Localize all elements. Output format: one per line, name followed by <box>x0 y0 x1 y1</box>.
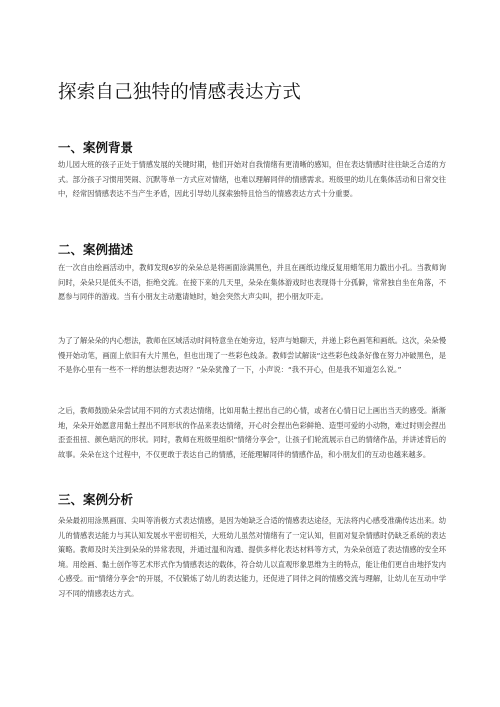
paragraph-description-1: 在一次自由绘画活动中，教师发现6岁的朵朵总是将画面涂满黑色，并且在画纸边缘反复用蜡笔用力戳出小孔。当教师询问时，朵朵只是低头不语，拒绝交流。在接下来的几天里，朵朵在集体游戏时也表现得十分孤僻，常常独自坐在角落，不愿参与同伴的游戏。当有小朋友主动邀请她时，她会突然大声尖叫，把小朋友吓走。 <box>58 263 446 302</box>
section-heading-analysis: 三、案例分析 <box>58 492 134 507</box>
section-heading-background: 一、案例背景 <box>58 140 134 155</box>
paragraph-description-3: 之后，教师鼓励朵朵尝试用不同的方式表达情绪，比如用黏土捏出自己的心情，或者在心情日记上画出当天的感受。渐渐地，朵朵开始愿意用黏土捏出不同形状的作品来表达情绪，开心时会捏出色彩鲜艳、造型可爱的小动物，难过时则会捏出歪歪扭扭、颜色暗沉的形状。同时，教师在班级里组织“情绪分享会”，让孩子们轮流展示自己的情绪作品，并讲述背后的故事。朵朵在这个过程中，不仅更敢于表达自己的情感，还能理解同伴的情感作品，和小朋友们的互动也越来越多。 <box>58 406 446 459</box>
document-title: 探索自己独特的情感表达方式 <box>58 82 302 103</box>
section-heading-description: 二、案例描述 <box>58 242 134 257</box>
paragraph-background: 幼儿园大班的孩子正处于情感发展的关键时期，他们开始对自我情绪有更清晰的感知，但在表达情感时往往缺乏合适的方式。部分孩子习惯用哭闹、沉默等单一方式应对情绪，也难以理解同伴的情感需求。班级里的幼儿在集体活动和日常交往中，经常因情感表达不当产生矛盾，因此引导幼儿探索独特且恰当的情感表达方式十分重要。 <box>58 160 446 199</box>
paragraph-analysis: 朵朵最初用涂黑画面、尖叫等消极方式表达情感，是因为她缺乏合适的情感表达途径，无法将内心感受准确传达出来。幼儿的情感表达能力与其认知发展水平密切相关，大班幼儿虽然对情绪有了一定认知，但面对复杂情感时仍缺乏系统的表达策略。教师及时关注到朵朵的异常表现，并通过温和沟通、提供多样化表达材料等方式，为朵朵创造了表达情感的安全环境。用绘画、黏土创作等艺术形式作为情感表达的载体，符合幼儿以直观形象思维为主的特点，能让他们更自由地抒发内心感受。而“情绪分享会”的开展，不仅锻炼了幼儿的表达能力，还促进了同伴之间的情感交流与理解，让幼儿在互动中学习不同的情感表达方式。 <box>58 516 446 598</box>
paragraph-description-2: 为了了解朵朵的内心想法，教师在区域活动时间特意坐在她旁边，轻声与她聊天，并递上彩色画笔和画纸。这次，朵朵慢慢开始动笔，画面上依旧有大片黑色，但也出现了一些彩色线条。教师尝试解读“这些彩色线条好像在努力冲破黑色，是不是你心里有一些不一样的想法想表达呀？”朵朵犹豫了一下，小声说：“我不开心，但是我不知道怎么说。” <box>58 336 446 375</box>
